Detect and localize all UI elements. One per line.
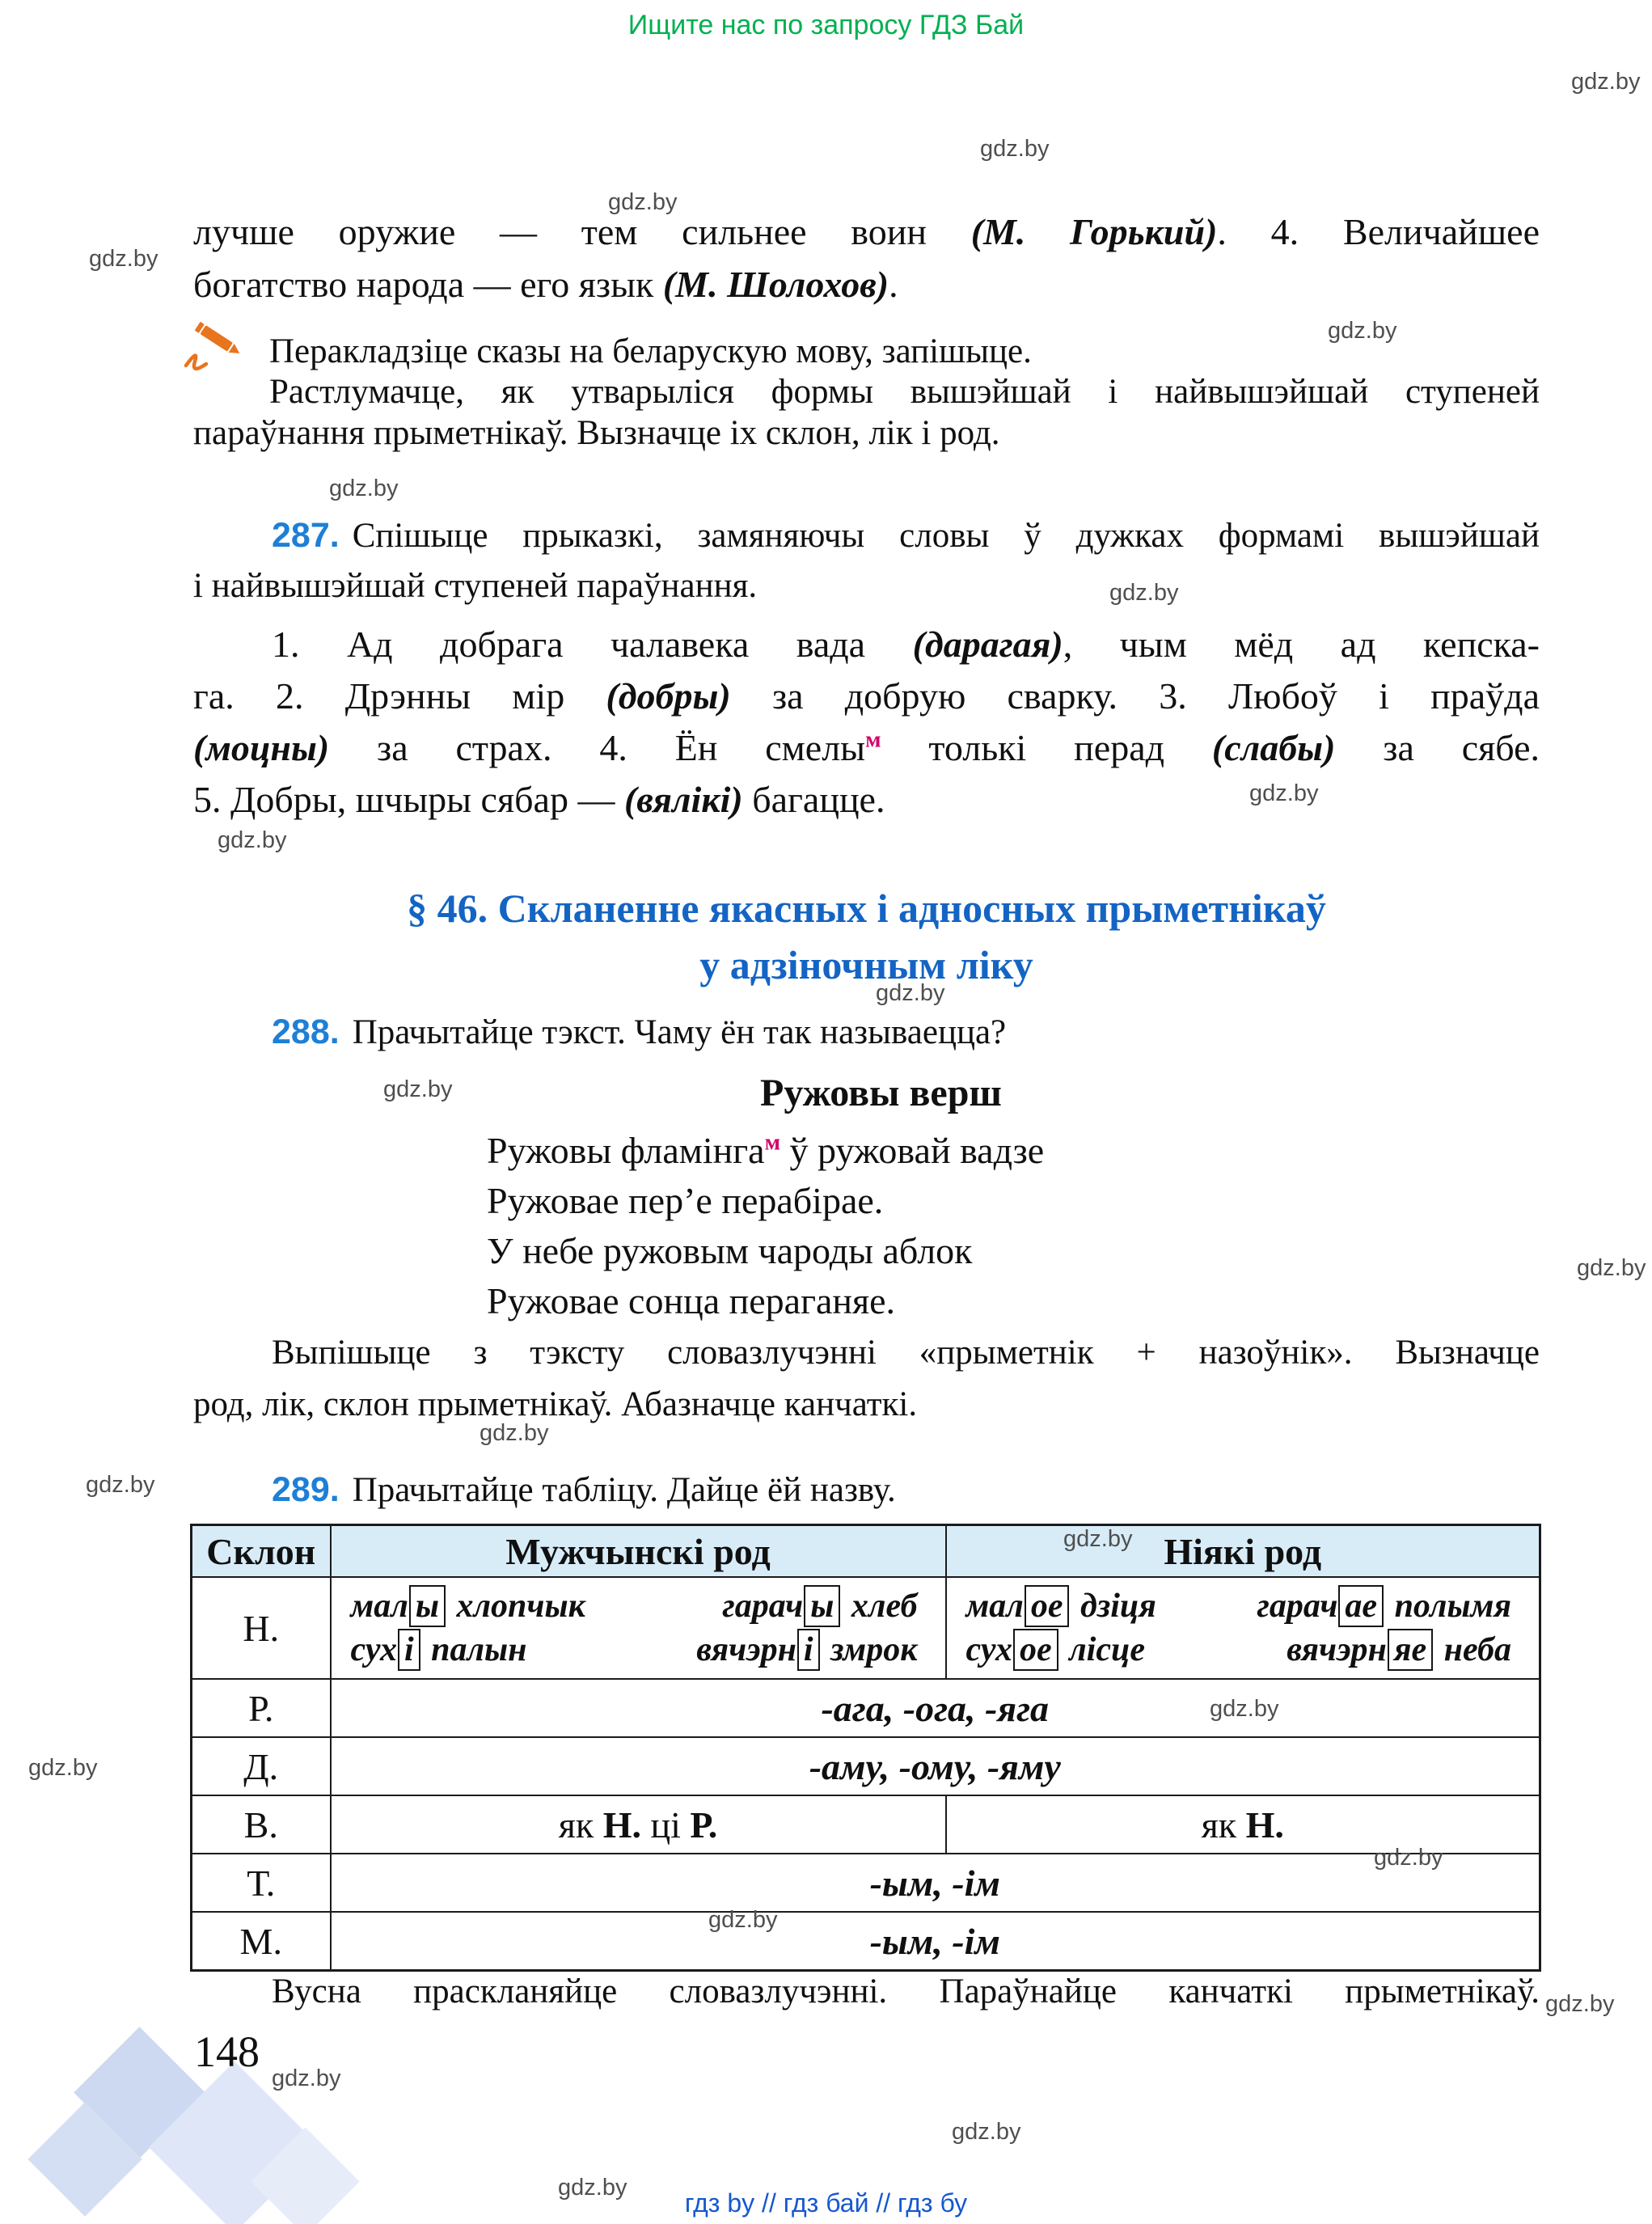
table-phrase: гарач ы хлеб [722,1584,917,1628]
case-label-n: Н. [192,1577,331,1679]
watermark: gdz.by [1374,1845,1443,1871]
table-phrase: вячэрн яе неба [1287,1628,1511,1672]
task-line-3: параўнання прыметнікаў. Вызначце іх склон, лік і род. [193,414,1000,452]
proverbs-line-2: га. 2. Дрэнны мір (добры) за добрую сварку. 3. Любоў і праўда [193,675,1540,717]
watermark: gdz.by [876,980,945,1006]
intro-text-line-1: лучше оружие — тем сильнее воин (М. Горький). 4. Величайшее [193,211,1540,252]
header-masculine: Мужчынскі род [331,1525,946,1578]
footer-links[interactable]: гдз by // гдз бай // гдз бу [684,2188,968,2218]
watermark: gdz.by [1210,1696,1279,1722]
row-dative [192,1737,1540,1795]
table-phrase: вячэрн і змрок [696,1628,917,1672]
case-label-v: В. [192,1795,331,1854]
table-phrase: сух ое лісце [966,1628,1145,1672]
nominative-masculine-cell [331,1577,946,1679]
pencil-icon [180,320,247,381]
watermark: gdz.by [28,1755,98,1781]
task-line-1: Перакладзіце сказы на беларускую мову, запішыце. [269,332,1032,370]
poem-title: Ружовы верш [760,1072,1002,1114]
exercise-287-instruction-line-1 [272,514,1540,558]
watermark: gdz.by [558,2175,627,2201]
section-heading-line-1: § 46. Скланенне якасных і адносных прыметнікаў [407,886,1326,931]
poem-line-4: Ружовае сонца пераганяе. [487,1280,896,1321]
closing-instruction: Вусна праскланяйце словазлучэнні. Параўнайце канчаткі прыметнікаў. [272,1972,1540,2010]
row-nominative [192,1577,1540,1679]
exercise-288-prompt [272,1011,1006,1055]
proverbs-line-4: 5. Добры, шчыры сябар — (вялікі) багацце. [193,779,885,820]
watermark: gdz.by [1545,1991,1615,2017]
watermark: gdz.by [89,246,158,272]
poem-task-line-2: род, лік, склон прыметнікаў. Абазначце канчаткі. [193,1385,918,1423]
accusative-neuter: як Н. [946,1795,1540,1854]
watermark: gdz.by [86,1472,155,1498]
exercise-287-number: 287. [272,516,340,555]
intro-text-line-2: богатство народа — его язык (М. Шолохов). [193,264,898,305]
accusative-masculine: як Н. ці Р. [331,1795,946,1854]
proverbs-line-3: (моцны) за страх. 4. Ён смелы$^м$ толькі перад (слабы) за сябе. [193,727,1540,768]
dative-endings: -аму, -ому, -яму [331,1737,1540,1795]
watermark: gdz.by [708,1907,778,1933]
declension-table [190,1524,1541,1972]
instrumental-endings: -ым, -ім [331,1854,1540,1912]
row-locative [192,1912,1540,1971]
watermark: gdz.by [218,827,287,853]
locative-endings: -ым, -ім [331,1912,1540,1971]
watermark: gdz.by [1063,1526,1133,1552]
watermark: gdz.by [272,2065,341,2091]
section-heading-line-2: у адзіночным ліку [699,942,1033,987]
exercise-289-prompt-text: Прачытайце табліцу. Дайце ёй назву. [352,1471,896,1509]
exercise-288-number: 288. [272,1013,340,1051]
poem-line-3: У небе ружовым чароды аблок [487,1230,973,1271]
watermark: gdz.by [980,136,1050,162]
watermark: gdz.by [1249,780,1319,806]
watermark: gdz.by [329,476,399,501]
watermark: gdz.by [608,189,678,215]
poem-task-line-1: Выпішыце з тэксту словазлучэнні «прыметнік + назоўнік». Вызначце [272,1334,1540,1372]
table-phrase: мал ое дзіця [966,1584,1156,1628]
table-phrase: сух і палын [351,1628,527,1672]
exercise-289-number: 289. [272,1470,340,1509]
watermark: gdz.by [1328,318,1397,344]
exercise-289-prompt [272,1469,896,1512]
table-header-row [192,1525,1540,1578]
poem-line-2: Ружовае пер’е перабірае. [487,1180,884,1221]
case-label-r: Р. [192,1679,331,1737]
watermark: gdz.by [1571,69,1641,95]
case-label-t: Т. [192,1854,331,1912]
watermark: gdz.by [1109,580,1179,606]
watermark: gdz.by [952,2119,1021,2145]
poem-line-1: Ружовы фламінга$^м$ ў ружовай вадзе [487,1130,1045,1171]
table-phrase: гарач ае полымя [1257,1584,1511,1628]
watermark: gdz.by [480,1420,549,1446]
exercise-287-instruction-line-2: і найвышэйшай ступеней параўнання. [193,567,758,605]
genitive-endings: -ага, -ога, -яга [331,1679,1540,1737]
task-line-2: Растлумачце, як утварыліся формы вышэйшай і найвышэйшай ступеней [269,373,1540,411]
table-phrase: мал ы хлопчык [351,1584,585,1628]
header-neuter: Ніякі род [946,1525,1540,1578]
row-accusative [192,1795,1540,1854]
nominative-neuter-cell [946,1577,1540,1679]
page-number: 148 [194,2027,260,2076]
case-label-m: М. [192,1912,331,1971]
watermark: gdz.by [383,1076,453,1102]
watermark: gdz.by [1577,1255,1646,1281]
exercise-288-prompt-text: Прачытайце тэкст. Чаму ён так называецца? [352,1013,1007,1051]
row-genitive [192,1679,1540,1737]
promo-banner: Ищите нас по запросу ГДЗ Бай [627,10,1025,40]
exercise-287-instruction-text: Спішыце прыказкі, замяняючы словы ў дужках формамі вышэйшай [352,517,1540,555]
proverbs-line-1: 1. Ад добрага чалавека вада (дарагая), чым мёд ад кепска- [272,624,1540,665]
row-instrumental [192,1854,1540,1912]
header-case: Склон [192,1525,331,1578]
case-label-d: Д. [192,1737,331,1795]
